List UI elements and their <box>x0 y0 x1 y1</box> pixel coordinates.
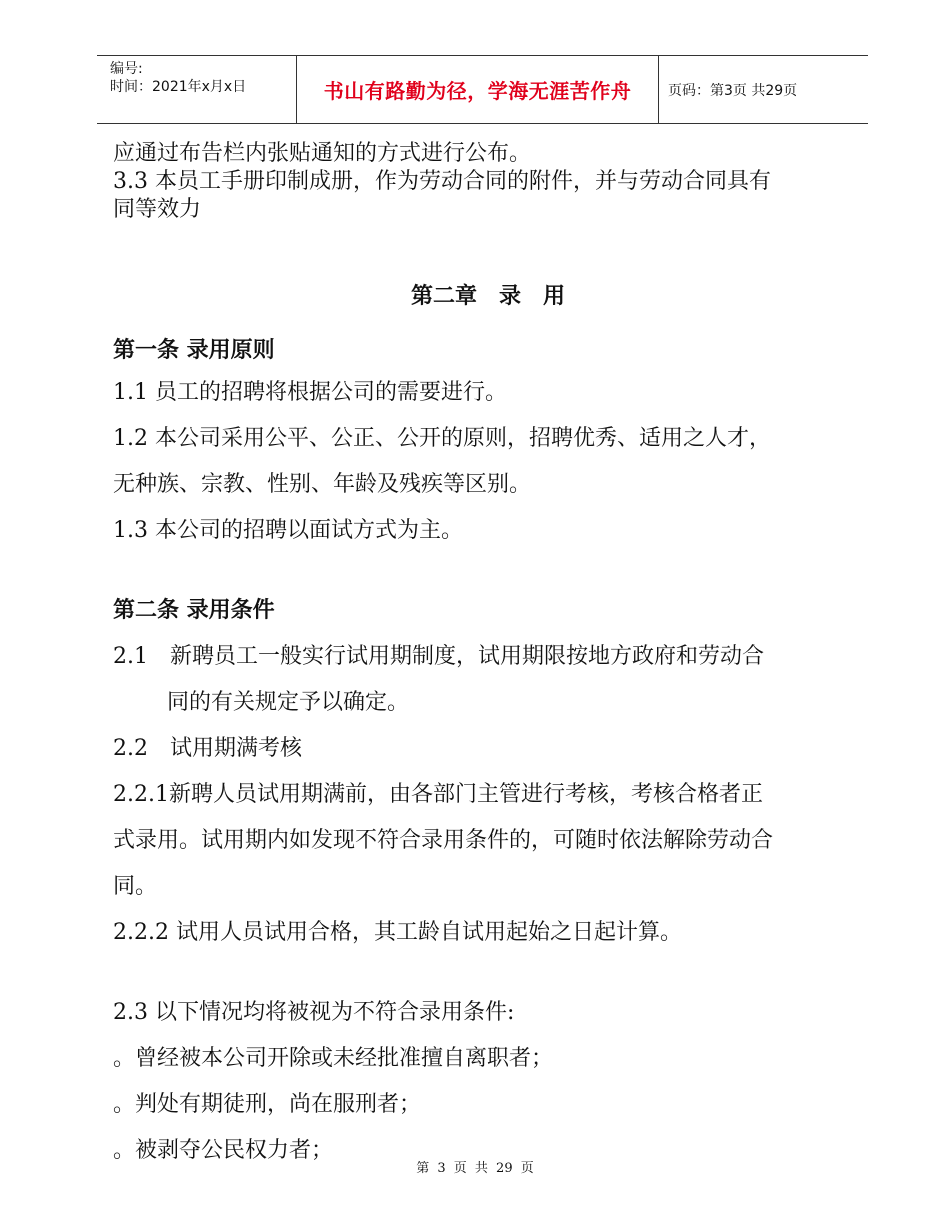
time-label: 时间：2021年x月x日 <box>110 79 247 95</box>
article-title: 第一条 录用原则 <box>113 338 275 363</box>
bullet-item: 。判处有期徒刑，尚在服刑者； <box>113 1092 422 1117</box>
list-item: 2.2.1新聘人员试用期满前，由各部门主管进行考核，考核合格者正 <box>113 782 763 807</box>
list-item: 1.3 本公司的招聘以面试方式为主。 <box>113 518 463 543</box>
chapter-title: 第二章 录 用 <box>410 284 565 309</box>
article-title: 第二条 录用条件 <box>113 598 275 623</box>
list-item: 同。 <box>113 874 158 899</box>
header-meta <box>97 56 297 123</box>
header-table <box>97 55 868 124</box>
list-item: 式录用。试用期内如发现不符合录用条件的，可随时依法解除劳动合 <box>113 828 774 853</box>
body-line: 3.3 本员工手册印制成册，作为劳动合同的附件，并与劳动合同具有 <box>113 169 771 194</box>
body-line: 同等效力 <box>113 197 202 222</box>
motto: 书山有路勤为径，学海无涯苦作舟 <box>297 56 659 123</box>
list-item: 无种族、宗教、性别、年龄及残疾等区别。 <box>113 472 532 497</box>
list-item: 1.1 员工的招聘将根据公司的需要进行。 <box>113 380 507 405</box>
page-info: 页码：第3页 共29页 <box>668 82 798 99</box>
body-line: 应通过布告栏内张贴通知的方式进行公布。 <box>113 141 532 166</box>
bullet-item: 。曾经被本公司开除或未经批准擅自离职者； <box>113 1046 554 1071</box>
list-item: 2.3 以下情况均将被视为不符合录用条件: <box>113 1000 515 1025</box>
list-item: 1.2 本公司采用公平、公正、公开的原则，招聘优秀、适用之人才， <box>113 426 771 451</box>
list-item: 2.2 试用期满考核 <box>113 736 302 761</box>
page-footer: 第 3 页 共 29 页 <box>416 1161 534 1176</box>
document-body <box>113 140 863 1170</box>
list-item-continued: 同的有关规定予以确定。 <box>167 690 410 715</box>
number-label: 编号: <box>110 61 143 77</box>
bullet-item: 。被剥夺公民权力者； <box>113 1138 334 1163</box>
list-item: 2.1 新聘员工一般实行试用期制度，试用期限按地方政府和劳动合 <box>113 644 764 669</box>
list-item: 2.2.2 试用人员试用合格，其工龄自试用起始之日起计算。 <box>113 920 682 945</box>
